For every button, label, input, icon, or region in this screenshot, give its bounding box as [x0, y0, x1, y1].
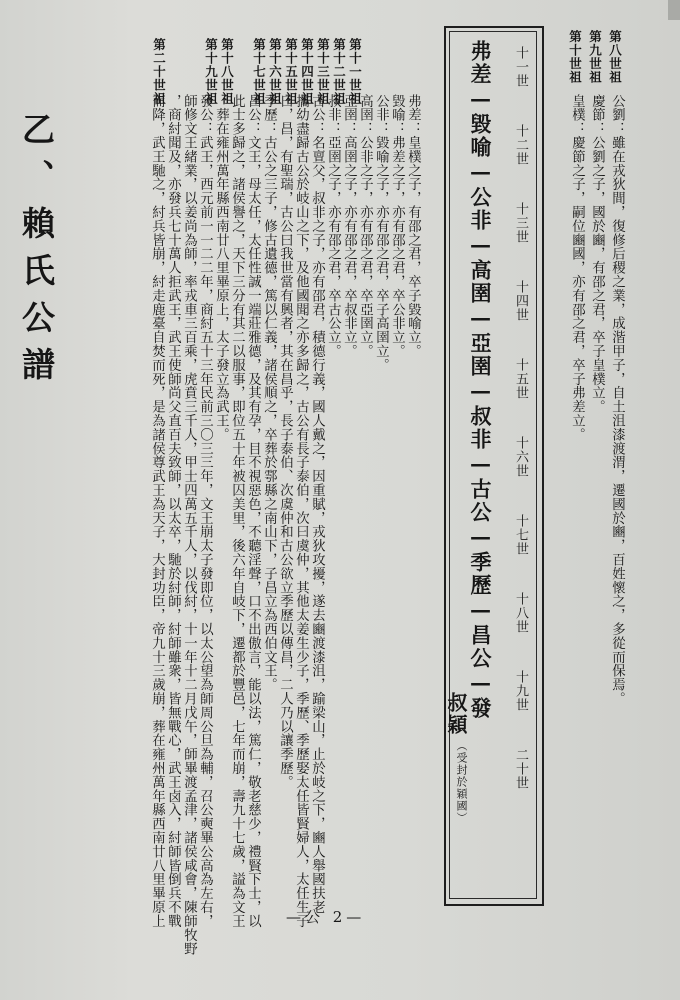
entry-yayu: 亞圉：高圉之子，亦有邵之君，卒叔非立。 [341, 94, 357, 359]
heading-gen-10: 第十世祖 [567, 30, 583, 84]
entry-changgong-1: 昌公：文王，母太任，太任性誠一端莊雅德，及其有孕，目不視惡色，不聽淫聲，口不出傲言，能以法，篤仁，敬老慈少，禮賢下士，以 [245, 94, 261, 928]
heading-gen-8: 第八世祖 [607, 30, 623, 84]
generation-label-11: 十一世 [513, 46, 528, 88]
entry-changgong-3: ，葬在雍州萬年縣西南廿八里畢原上，太子發立為武王。 [213, 94, 229, 442]
heading-gen-9: 第九世祖 [587, 30, 603, 84]
heading-gen-14: 第十四世祖 [299, 38, 315, 106]
heading-gen-15: 第十五世祖 [283, 38, 299, 106]
heading-gen-19: 第十九世祖 [203, 38, 219, 106]
heading-gen-12: 第十二世祖 [331, 38, 347, 106]
entry-gugong-1: 古公：名亶父，叔非之子，亦有邵君，積德行義，國人戴之，因重賦，戎狄攻擾，遂去豳渡漆沮，踰梁山，止於岐之下，豳人舉國扶老 [309, 94, 325, 915]
entry-gaoyu: 高圉：公非之子，亦有邵之君，卒亞圉立。 [357, 94, 373, 359]
entry-gongfei: 公非：毀喻之子，亦有邵之君，卒子高圉立。 [373, 94, 389, 372]
entry-liu: 公劉：雖在戎狄間，復修后稷之業，成湝甲子，自土沮漆渡渭，遷國於豳，百姓懷之，多從而保焉。 [609, 94, 625, 706]
heading-gen-17: 第十七世祖 [251, 38, 267, 106]
entry-fagong-1: 發公：武王，西元前一一二二年，商紂五十三年民前三〇三三年，文王崩太子發即位，以太公望為師周公旦為輔，召公奭畢公高為左右， [197, 94, 213, 928]
page-title: 乙、賴氏公譜 [17, 112, 56, 394]
entry-gugong-2: 攜幼盡歸古公於岐山之下，及他國聞之亦多歸之，古公有長子泰伯，次曰虞仲，其他太姜生少子，季歷、季歷娶太任皆賢婦人，太任生子 [293, 94, 309, 928]
generation-label-12: 十二世 [513, 124, 528, 166]
heading-gen-18: 第十八世祖 [219, 38, 235, 106]
generation-label-18: 十八世 [513, 592, 528, 634]
entry-jili: 季歷：古公之三子，修古遺德，篤以仁義，諸侯順之，卒葬於鄠縣之南山下，子昌立為西伯文王。 [261, 94, 277, 692]
generation-label-19: 十九世 [513, 670, 528, 712]
generation-label-14: 十四世 [513, 280, 528, 322]
generation-label-15: 十五世 [513, 358, 528, 400]
heading-gen-13: 第十三世祖 [315, 38, 331, 106]
entry-huiyu: 毀喻：弗差之子，亦有邵之君，卒公非立。 [389, 94, 405, 359]
generation-label-13: 十三世 [513, 202, 528, 244]
lineage-chain: 弗差—毀喻—公非—高圉—亞圉—叔非—古公—季歷—昌公—發 [468, 40, 493, 720]
page-number: —公 2— [286, 908, 366, 926]
lineage-branch-note: （受封於穎國） [455, 740, 468, 824]
entry-huangpu: 皇樸：慶節之子，嗣位豳國，亦有邵之君，卒子弗差立。 [569, 94, 585, 442]
entry-fagong-4: 而降，武王馳之，紂兵皆崩，紂走鹿臺自焚而死，是為諸侯尊武王為天子，大封功臣，帝九十三歲崩，葬在雍州萬年縣西南廿八里畢原上 [149, 94, 165, 928]
page-corner-fold [668, 0, 680, 20]
entry-shufei: 叔非：亞圉之子，亦有邵之君，卒古公立。 [325, 94, 341, 359]
heading-gen-11: 第十一世祖 [347, 38, 363, 106]
heading-gen-20: 第二十世祖 [151, 38, 167, 106]
generation-label-16: 十六世 [513, 436, 528, 478]
heading-gen-16: 第十六世祖 [267, 38, 283, 106]
entry-fuchai: 弗差：皇樸之子，有邵之君，卒子毀喻立。 [405, 94, 421, 359]
generation-label-17: 十七世 [513, 514, 528, 556]
lineage-branch-shuying: 叔穎 [444, 692, 468, 736]
entry-changgong-2: 此士多歸之，諸侯譽之，天下三分有其二以服事，即位五十年被囚美里，後六年自岐下，遷都於豐邑，七年而崩，壽九十七歲，謚為文王 [229, 94, 245, 928]
entry-fagong-2: 師修文王緒業，以姜尚為師，率戎車三百乘，虎賁三千人，甲士四萬五千人，以伐紂，十一年十二月戊午，師畢渡孟津，諸侯咸會，陳師牧野 [181, 94, 197, 956]
entry-gugong-3: 曰，昌，有聖瑞，古公曰我世當有興者，其在昌乎，長子泰伯、次虞仲和古公欲立季歷以傳昌，二人乃以讓季歷。 [277, 94, 293, 789]
entry-qingjie: 慶節：公劉之子，國於豳，有邵之君，卒子皇樸立。 [589, 94, 605, 414]
entry-fagong-3: ，商紂聞及，亦發兵七十萬人拒武王，武王使師尚父直百夫致師，以太卒，馳於紂師，紂師雖衆，皆無戰心，武王卤入，紂師皆倒兵不戰 [165, 94, 181, 928]
generation-label-20: 二十世 [513, 748, 528, 790]
